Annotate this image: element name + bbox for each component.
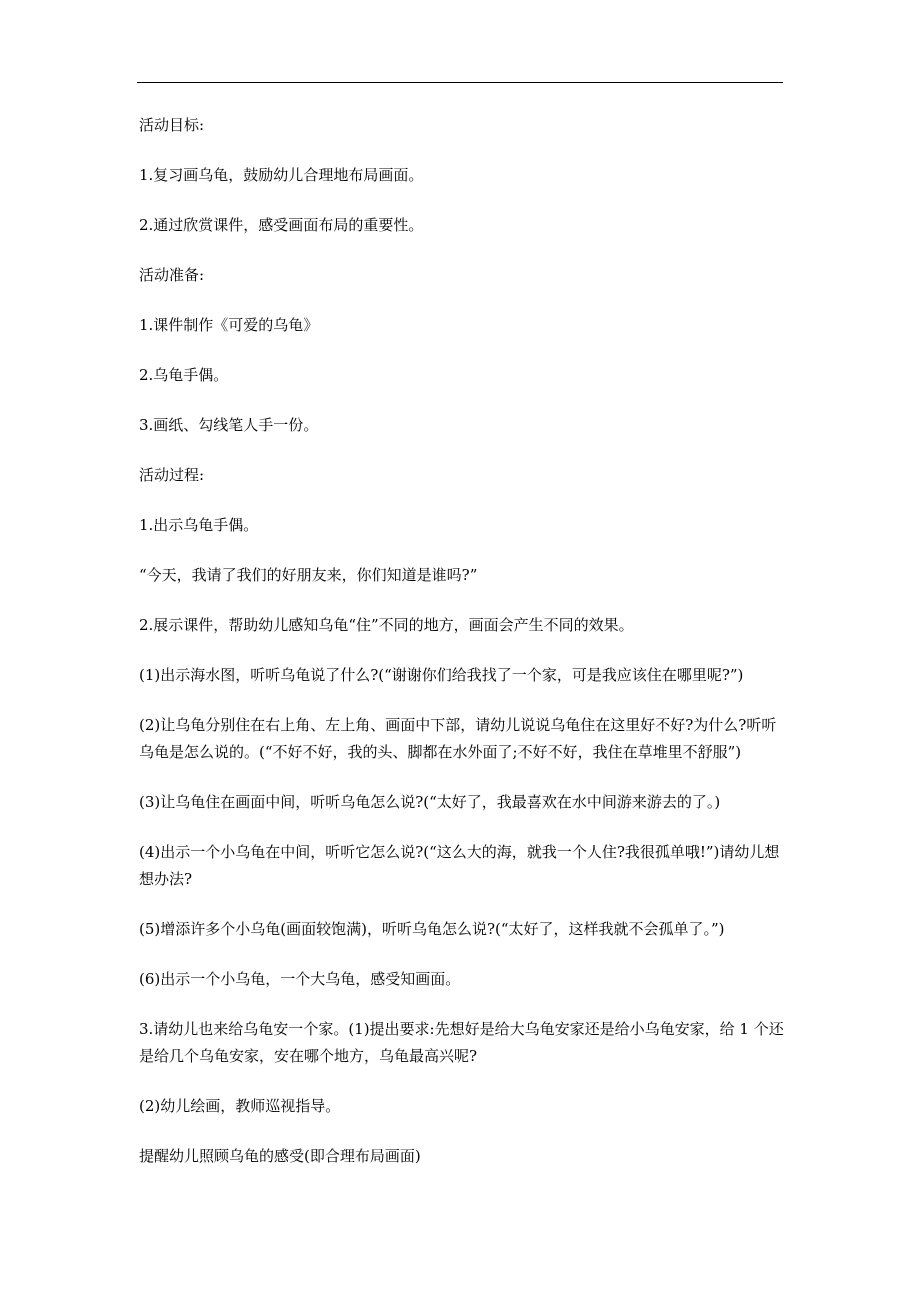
paragraph: 2.乌龟手偶。 [139,366,229,384]
paragraph: (1)出示海水图，听听乌龟说了什么?(“谢谢你们给我找了一个家，可是我应该住在哪里呢?”) [139,666,744,684]
section-heading-goals: 活动目标: [139,116,205,134]
header-rule [137,82,783,83]
document-body [139,112,789,1193]
paragraph: 1.课件制作《可爱的乌龟》 [139,316,319,334]
paragraph: 3.画纸、勾线笔人手一份。 [139,416,319,434]
paragraph: (2)让乌龟分别住在右上角、左上角、画面中下部，请幼儿说说乌龟住在这里好不好?为什么?听听乌龟是怎么说的。(“不好不好，我的头、脚都在水外面了;不好不好，我住在草堆里不舒服”) [139,716,777,761]
paragraph: 1.复习画乌龟，鼓励幼儿合理地布局画面。 [139,166,424,184]
paragraph: “今天，我请了我们的好朋友来，你们知道是谁吗?” [139,566,478,584]
section-heading-preparation: 活动准备: [139,266,205,284]
paragraph: (6)出示一个小乌龟，一个大乌龟，感受知画面。 [139,970,461,988]
paragraph: (4)出示一个小乌龟在中间，听听它怎么说?(“这么大的海，就我一个人住?我很孤单哦!”)请幼儿想想办法? [139,843,780,888]
paragraph: 提醒幼儿照顾乌龟的感受(即合理布局画面) [139,1147,421,1165]
section-heading-process: 活动过程: [139,466,205,484]
paragraph: (3)让乌龟住在画面中间，听听乌龟怎么说?(“太好了，我最喜欢在水中间游来游去的了。) [139,793,721,811]
paragraph: 2.通过欣赏课件，感受画面布局的重要性。 [139,216,424,234]
paragraph: 3.请幼儿也来给乌龟安一个家。(1)提出要求:先想好是给大乌龟安家还是给小乌龟安家，给 1 个还是给几个乌龟安家，安在哪个地方，乌龟最高兴呢? [139,1020,784,1065]
paragraph: 1.出示乌龟手偶。 [139,516,259,534]
paragraph: 2.展示课件，帮助幼儿感知乌龟“住”不同的地方，画面会产生不同的效果。 [139,616,634,634]
paragraph: (5)增添许多个小乌龟(画面较饱满)，听听乌龟怎么说?(“太好了，这样我就不会孤单了。”) [139,920,725,938]
paragraph: (2)幼儿绘画，教师巡视指导。 [139,1097,341,1115]
